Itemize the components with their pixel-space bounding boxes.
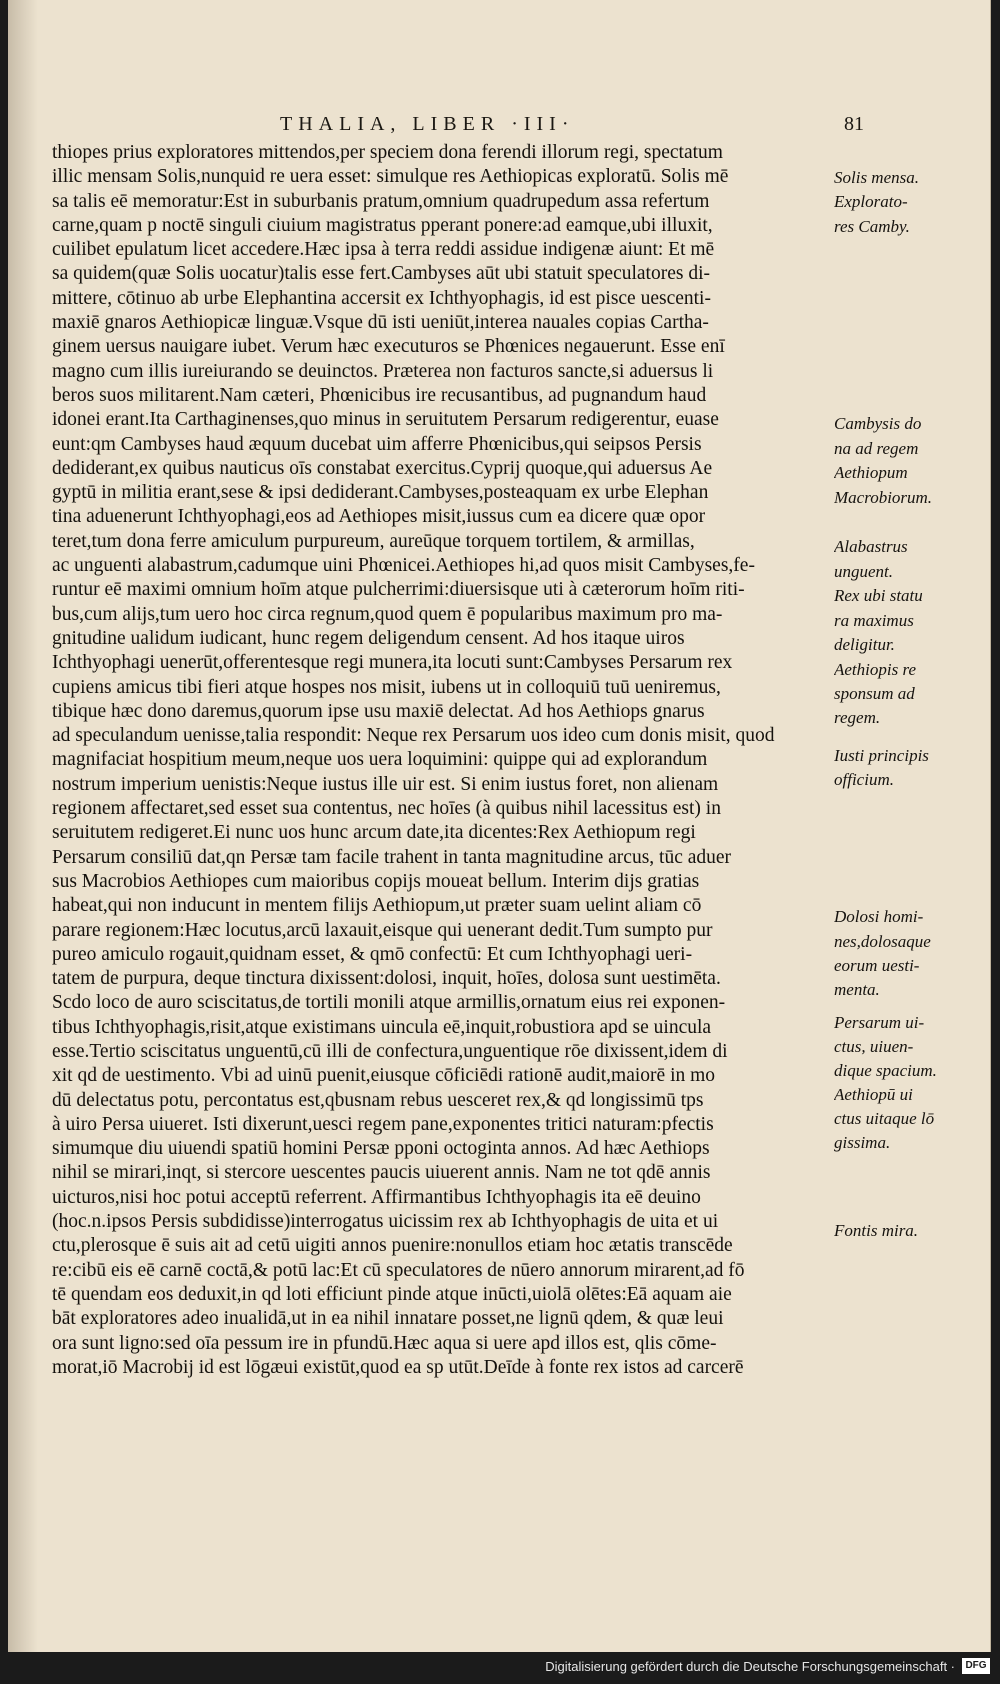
text-line: tina aduenerunt Ichthyophagi,eos ad Aethiopes misit,iussus cum ea dicere quæ opor	[52, 506, 706, 528]
text-line: nostrum imperium uenistis:Neque iustus ille uir est. Si enim iustus foret, non alienam	[52, 773, 719, 795]
text-line: tē quendam eos deduxit,in qd loti efficiunt pinde atque inūcti,uiolā olētes:Eā aquam aie	[52, 1283, 732, 1305]
text-line: runtur eē maximi omnium hoīm atque pulcherrimi:diuersisque uti à cæterorum hoīm riti-	[52, 579, 745, 601]
marginal-note: gissima.	[834, 1133, 891, 1152]
digitization-credit: Digitalisierung gefördert durch die Deutsche Forschungsgemeinschaft ·	[545, 1659, 955, 1674]
text-line: regionem affectaret,sed esset sua contentus, nec hoīes (à quibus nihil lacessitus est) in	[52, 798, 721, 820]
running-head: THALIA, LIBER ·III·	[280, 113, 575, 135]
marginal-note: Dolosi homi-	[834, 907, 924, 926]
text-line: bus,cum alijs,tum uero hoc circa regnum,quod quem ē popularibus maximum pro ma-	[52, 603, 723, 625]
text-line: cuilibet epulatum licet accedere.Hæc ipsa à terra reddi assidue indigenæ aiunt: Et mē	[52, 239, 715, 261]
text-line: gnitudine ualidum iudicant, hunc regem deligendum censent. Ad hos itaque uiros	[52, 627, 685, 649]
text-line: sa quidem(quæ Solis uocatur)talis esse fert.Cambyses aūt ubi statuit speculatores di-	[52, 263, 710, 285]
marginal-note: ctus, uiuen-	[834, 1037, 914, 1056]
text-line: simumque diu uiuendi spatiū homini Persæ pponi octoginta annos. Ad hæc Aethiops	[52, 1138, 710, 1160]
text-line: (hoc.n.ipsos Persis subdidisse)interrogatus uicissim rex ab Ichthyophagis de uita et ui	[52, 1211, 719, 1233]
text-line: sus Macrobios Aethiopes cum maioribus copijs moueat bellum. Interim dijs gratias	[52, 870, 700, 892]
text-line: mittere, cōtinuo ab urbe Elephantina accersit ex Ichthyophagis, id est pisce uescenti-	[52, 287, 711, 309]
marginal-note: Solis mensa.	[834, 168, 919, 187]
text-line: pureo amiculo rogauit,quidnam esset, & qmō confectū: Et cum Ichthyophagi ueri-	[52, 943, 693, 965]
text-line: re:cibū eis eē carnē coctā,& potū lac:Et cū speculatores de nūero annorum mirarent,ad fō	[52, 1259, 745, 1281]
text-line: beros suos militarent.Nam cæteri, Phœnicibus ire recusantibus, ad pugnandum haud	[52, 384, 707, 406]
text-line: parare regionem:Hæc locutus,arcū laxauit,eisque qui uenerant dedit.Tum sumpto pur	[52, 919, 713, 941]
marginal-note: eorum uesti-	[834, 956, 920, 975]
marginal-note: Iusti principis	[834, 746, 929, 765]
text-line: carne,quam p noctē singuli ciuium magistratus pperant ponere:ad eamque,ubi illuxit,	[52, 214, 713, 236]
marginal-note: regem.	[834, 708, 881, 727]
text-line: magno cum illis iureiurando se deuinctos. Præterea non facturos sancte,si aduersus li	[52, 360, 714, 382]
marginal-note: sponsum ad	[834, 684, 915, 703]
marginal-note: Alabastrus	[834, 537, 908, 556]
text-line: bāt exploratores adeo inualidā,ut in ea nihil innatare posset,ne lignū qdem, & quæ leui	[52, 1308, 724, 1330]
marginal-note: Aethiopum	[834, 463, 908, 482]
text-line: magnifaciat hospitium meum,neque uos uera loquimini: quippe qui ad explorandum	[52, 749, 708, 771]
text-line: esse.Tertio sciscitatus unguentū,cū illi de confectura,unguentique rōe dixissent,idem di	[52, 1040, 728, 1062]
text-line: habeat,qui non inducunt in mentem filijs Aethiopum,ut præter suam uelint aliam cō	[52, 895, 702, 917]
text-line: illic mensam Solis,nunquid re uera esset: simulque res Aethiopicas exploratū. Solis mē	[52, 166, 729, 188]
text-line: tibique hæc dono daremus,quorum ipse usu maxiē delectat. Ad hos Aethiops gnarus	[52, 700, 705, 722]
text-line: Persarum consiliū dat,qn Persæ tam facile trahent in tanta magnitudine arcus, tūc aduer	[52, 846, 732, 868]
dfg-logo: DFG	[962, 1658, 990, 1674]
text-line: uicturos,nisi hoc potui acceptū referrent. Affirmantibus Ichthyophagis ita eē deuino	[52, 1186, 701, 1208]
text-line: morat,iō Macrobij id est lōgæui existūt,quod ea sp utūt.Deīde à fonte rex istos ad carcerē	[52, 1356, 744, 1378]
text-line: Scdo loco de auro sciscitatus,de tortili monili atque armillis,ornatum eius rei exponen-	[52, 992, 726, 1014]
text-line: Ichthyophagi uenerūt,offerentesque regi munera,ita locuti sunt:Cambyses Persarum rex	[52, 652, 733, 674]
text-line: à uiro Persa uiueret. Isti dixerunt,uesci regem pane,exponentes tritici naturam:pfectis	[52, 1113, 714, 1135]
marginal-note: Fontis mira.	[834, 1221, 919, 1240]
text-line: dediderant,ex quibus nauticus oīs constabat exercitus.Cyprij quoque,qui aduersus Ae	[52, 457, 713, 479]
marginal-note: dique spacium.	[834, 1061, 937, 1080]
text-line: ora sunt ligno:sed oīa pessum ire in pfundū.Hæc aqua si uere apd illos est, qlis cōme-	[52, 1332, 717, 1354]
marginal-note: Aethiopū ui	[834, 1085, 913, 1104]
text-line: thiopes prius exploratores mittendos,per speciem dona ferendi illorum regi, spectatum	[52, 142, 723, 163]
text-line: ctu,plerosque ē suis ait ad cetū uigiti annos puenire:nonullos etiam hoc ætatis transcēde	[52, 1235, 733, 1257]
marginal-note: ctus uitaque lō	[834, 1109, 935, 1128]
text-line: ad speculandum uenisse,talia respondit: Neque rex Persarum uos ideo cum donis misit, quod	[52, 725, 775, 747]
page-number: 81	[844, 113, 864, 135]
text-line: teret,tum dona ferre amiculum purpureum, aureūque torquem tortilem, & armillas,	[52, 530, 695, 552]
marginal-note: ra maximus	[834, 611, 914, 630]
text-line: eunt:qm Cambyses haud æquum ducebat uim afferre Phœnicibus,qui seipsos Persis	[52, 433, 702, 455]
marginal-note: Aethiopis re	[834, 660, 916, 679]
text-line: nihil se mirari,inqt, si stercore uescentes paucis uiuerent annis. Nam ne tot qdē annis	[52, 1162, 711, 1184]
marginal-note: res Camby.	[834, 217, 910, 236]
text-line: ac unguenti alabastrum,cadumque uini Phœnicei.Aethiopes hi,ad quos misit Cambyses,fe-	[52, 555, 755, 577]
marginal-note: na ad regem	[834, 439, 919, 458]
marginal-note: Macrobiorum.	[834, 488, 933, 507]
marginal-note: Rex ubi statu	[834, 586, 923, 605]
marginal-note: Persarum ui-	[834, 1013, 925, 1032]
text-line: tatem de purpura, deque tinctura dixissent:dolosi, inquit, hoīes, dolosa sunt uestimēta.	[52, 968, 721, 990]
marginal-note: Cambysis do	[834, 414, 922, 433]
marginal-note: Explorato-	[834, 192, 908, 211]
body-text-column	[52, 141, 824, 1380]
text-line: dū delectatus potu, percontatus est,qbusnam rebus uesceret rex,& qd longissimū tps	[52, 1089, 704, 1111]
gutter-shadow	[8, 0, 38, 1652]
text-line: idonei erant.Ita Carthaginenses,quo minus in seruitutem Persarum redigerentur, euase	[52, 409, 719, 431]
marginal-note: nes,dolosaque	[834, 932, 931, 951]
marginal-note: unguent.	[834, 562, 894, 581]
text-line: ginem uersus nauigare iubet. Verum hæc executuros se Phœnices negauerunt. Esse enī	[52, 336, 725, 358]
text-line: seruitutem redigeret.Ei nunc uos hunc arcum date,ita dicentes:Rex Aethiopum regi	[52, 822, 696, 844]
text-line: tibus Ichthyophagis,risit,atque existimans uincula eē,inquit,robustiora apd se uincula	[52, 1016, 712, 1038]
text-line: xit qd de uestimento. Vbi ad uinū puenit,eiusque cōficiēdi rationē audit,maiorē in mo	[52, 1065, 716, 1087]
text-line: cupiens amicus tibi fieri atque hospes nos misit, iubens ut in colloquiū tuū ueniremus,	[52, 676, 721, 698]
text-line: sa talis eē memoratur:Est in suburbanis pratum,omnium quadrupedum assa refertum	[52, 190, 710, 212]
marginal-note: menta.	[834, 980, 880, 999]
marginal-note: deligitur.	[834, 635, 895, 654]
text-line: gyptū in militia erant,sese & ipsi dediderant.Cambyses,posteaquam ex urbe Elephan	[52, 482, 709, 504]
text-line: maxiē gnaros Aethiopicæ linguæ.Vsque dū isti ueniūt,interea nauales copias Cartha-	[52, 312, 709, 334]
marginal-note: officium.	[834, 770, 894, 789]
